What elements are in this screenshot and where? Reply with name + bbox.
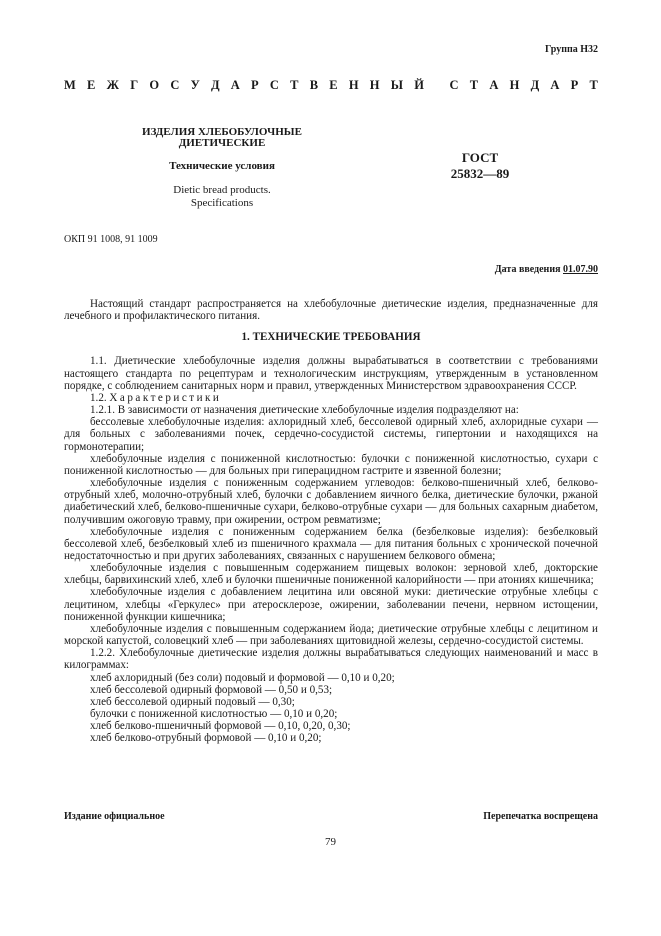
clause-1-1: 1.1. Диетические хлебобулочные изделия должны вырабатываться в соответствии с требованиями настоящего стандарта по рецептурам и технологическим инструкциям, утвержденным в установленном порядке, с соблюдением санитарных норм и правил, утвержденных Министерством здравоохранения СССР. — [64, 355, 598, 392]
introduction-date — [495, 264, 598, 275]
category-saltfree: бессолевые хлебобулочные изделия: ахлоридный хлеб, бессолевой одирный хлеб, ахлоридные сухари — для больных с заболеваниями почек, сердечно-сосудистой системы, гипертонии и находящихся на гормонотерапии; — [64, 416, 598, 453]
clause-1-2 — [64, 392, 598, 404]
banner-letter: Т — [589, 78, 598, 92]
banner-letter: С — [449, 78, 459, 92]
banner-letter: Е — [87, 78, 96, 92]
banner-letter: Р — [251, 78, 259, 92]
clause-1-2-1: 1.2.1. В зависимости от назначения диетические хлебобулочные изделия подразделяют на: — [90, 404, 519, 417]
category-lowcarb: хлебобулочные изделия с пониженным содержанием углеводов: белково-пшеничный хлеб, белково-отрубный хлеб, молочно-отрубный хлеб, булочки с добавлением яичного белка, диетические булочки, ржаной диабетический хлеб, белково-пшеничные сухари, белково-отрубные сухари — для больных сахарным диабетом, получившим ожоговую травму, при ожирении, остром ревматизме; — [64, 477, 598, 526]
banner-gap — [435, 78, 438, 93]
banner-letter: Н — [369, 78, 380, 92]
category-lowprotein: хлебобулочные изделия с пониженным содержанием белка (безбелковые изделия): безбелковый бессолевой хлеб, безбелковый хлеб из пшеничного крахмала — для питания больных с хронической почечной недостаточностью и при других заболеваниях, связанных с нарушением белкового обмена; — [64, 525, 598, 562]
banner-letter: С — [269, 78, 279, 92]
banner-letter: У — [190, 78, 200, 92]
standard-title-block — [120, 127, 324, 210]
introduction-date-label: Дата введения — [494, 264, 563, 275]
introduction-date-value: 01.07.90 — [563, 264, 598, 275]
section-heading: 1. ТЕХНИЧЕСКИЕ ТРЕБОВАНИЯ — [241, 331, 421, 344]
interstate-standard-banner — [64, 78, 598, 93]
category-iodine: хлебобулочные изделия с повышенным содержанием йода; диетические отрубные хлебцы с лецитином и морской капустой, соловецкий хлеб — при заболеваниях щитовидной железы, сердечно-сосудистой системы. — [64, 622, 598, 648]
category-lecithin: хлебобулочные изделия с добавлением лецитина или овсяной муки: диетические отрубные хлебцы с лецитином, хлебцы «Геркулес» при атеросклерозе, ожирении, заболевании печени, нервном истощении, пониженной функции кишечника; — [64, 586, 598, 623]
english-title-line2: Specifications — [190, 197, 254, 209]
banner-letter: В — [309, 78, 319, 92]
list-item: хлеб белково-отрубный формовой — 0,10 и 0,20; — [90, 732, 322, 745]
list-item: хлеб бессолевой одирный подовый — 0,30; — [90, 695, 295, 708]
category-fiber: хлебобулочные изделия с повышенным содержанием пищевых волокон: зерновой хлеб, докторские хлебцы, барвихинский хлеб, хлеб и булочки пшеничные пониженной калорийности — при атониях кишечника; — [64, 562, 598, 587]
banner-letter: А — [550, 78, 560, 92]
document-subtitle: Технические условия — [169, 160, 275, 172]
intro-paragraph: Настоящий стандарт распространяется на хлебобулочные диетические изделия, предназначенные для лечебного и профилактического питания. — [64, 298, 598, 323]
gost-designation — [440, 150, 520, 182]
banner-letter: Й — [414, 78, 424, 92]
list-item: хлеб белково-пшеничный формовой — 0,10, 0,20, 0,30; — [90, 720, 351, 733]
clause-1-2-number: 1.2. — [90, 391, 110, 404]
list-item: хлеб бессолевой одирный формовой — 0,50 и 0,53; — [90, 683, 333, 696]
gost-number: 25832—89 — [450, 166, 510, 181]
banner-letter: Н — [509, 78, 520, 92]
reprint-prohibited-label: Перепечатка воспрещена — [483, 811, 598, 822]
category-lowacid: хлебобулочные изделия с пониженной кислотностью: булочки с пониженной кислотностью, сухари с пониженной кислотностью — для больных при гиперацидном гастрите и язвенной болезни; — [64, 452, 598, 477]
banner-letter: А — [489, 78, 499, 92]
english-title-line1: Dietic bread products. — [173, 184, 271, 196]
banner-letter: О — [149, 78, 160, 92]
banner-letter: Е — [329, 78, 338, 92]
document-body — [64, 298, 598, 744]
gost-label: ГОСТ — [461, 150, 499, 165]
banner-letter: Д — [210, 78, 220, 92]
banner-letter: Т — [469, 78, 479, 92]
banner-letter: Н — [348, 78, 359, 92]
banner-letter: Р — [570, 78, 579, 92]
banner-letter: Г — [130, 78, 139, 92]
banner-letter: Д — [530, 78, 540, 92]
banner-letter: С — [170, 78, 180, 92]
official-edition-label: Издание официальное — [64, 811, 165, 822]
clause-1-2-title: Характеристики — [109, 391, 222, 404]
list-item: булочки с пониженной кислотностью — 0,10 и 0,20; — [90, 708, 338, 720]
product-name-line1: ИЗДЕЛИЯ ХЛЕБОБУЛОЧНЫЕ — [142, 126, 302, 138]
banner-letter: Ж — [106, 78, 119, 92]
clause-1-2-2: 1.2.2. Хлебобулочные диетические изделия должны вырабатываться следующих наименований и масс в килограммах: — [64, 647, 598, 672]
product-name-line2: ДИЕТИЧЕСКИЕ — [178, 137, 266, 149]
page-number: 79 — [325, 836, 336, 848]
okp-codes: ОКП 91 1008, 91 1009 — [64, 234, 158, 245]
group-label: Группа Н32 — [545, 44, 598, 55]
list-item: хлеб ахлоридный (без соли) подовый и формовой — 0,10 и 0,20; — [90, 671, 395, 684]
banner-letter: Ы — [390, 78, 404, 92]
banner-letter: А — [230, 78, 240, 92]
banner-letter: М — [64, 78, 76, 92]
banner-letter: Т — [290, 78, 299, 92]
